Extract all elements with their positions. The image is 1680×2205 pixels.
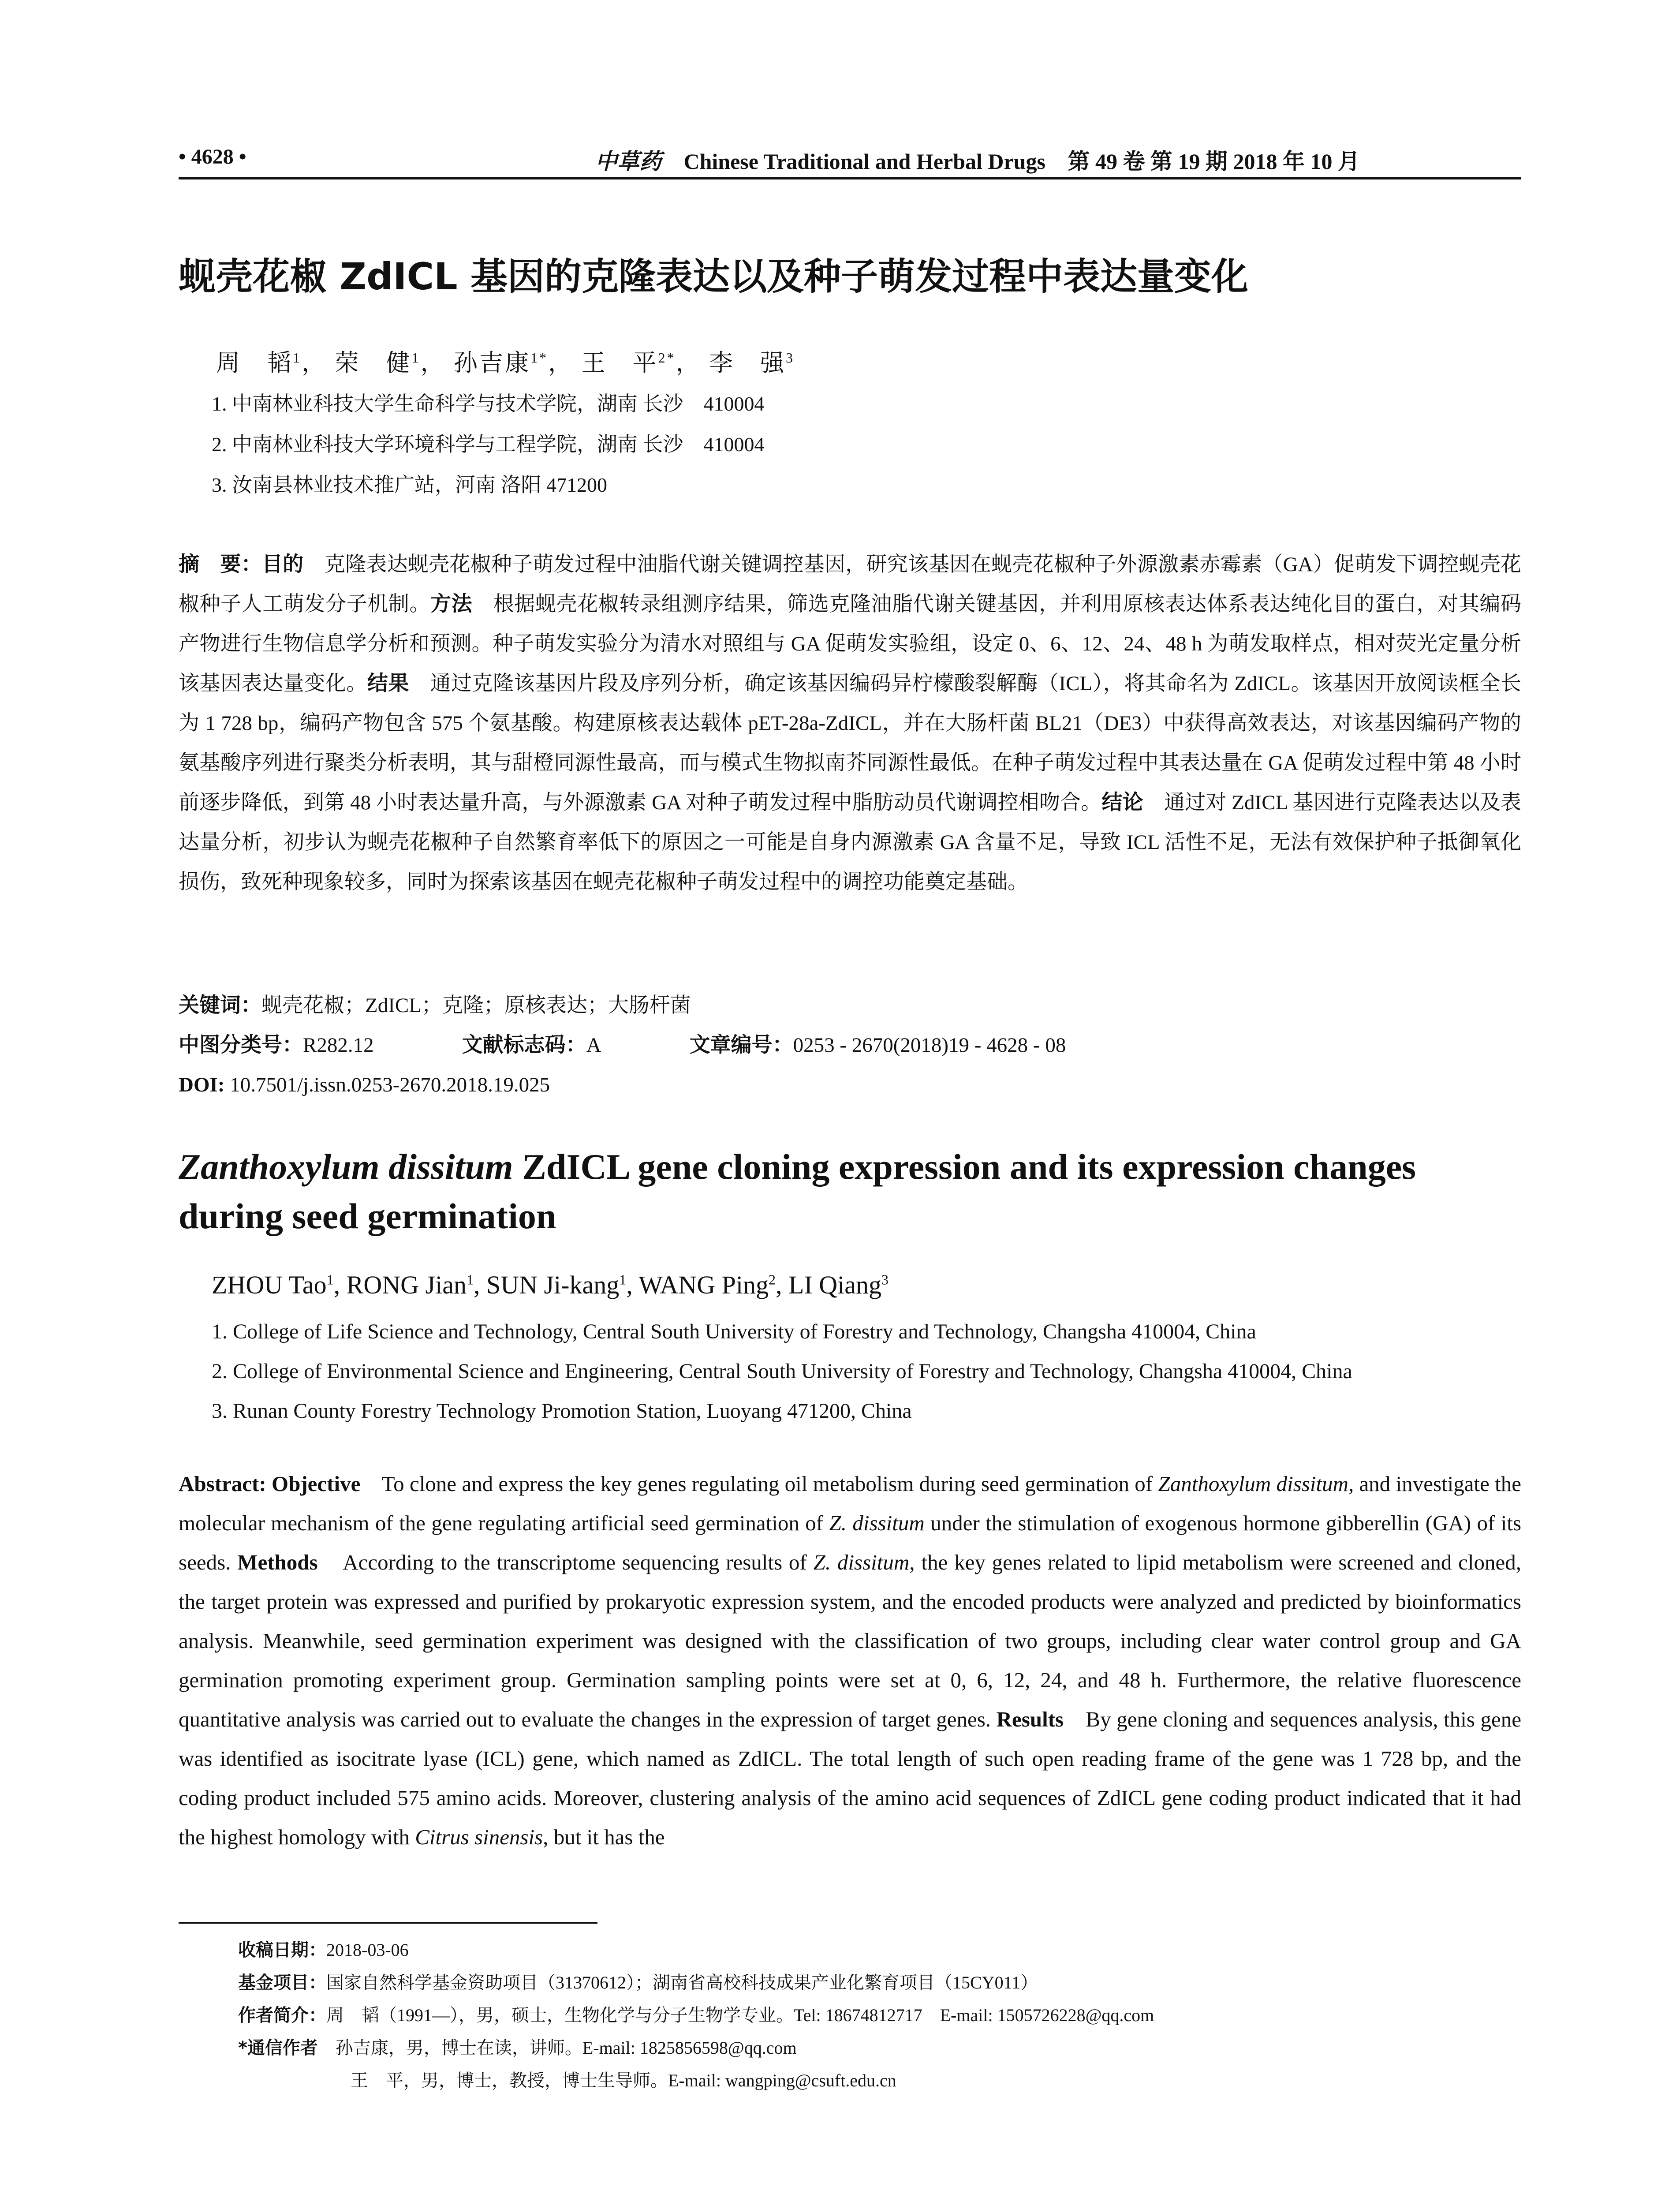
conclusion-label-cn: 结论 xyxy=(1101,790,1143,815)
author-en: ZHOU Tao$^1$ xyxy=(212,1271,334,1299)
species-name: Citrus sinensis xyxy=(415,1825,543,1849)
author-cn: 周 韬$^1$ xyxy=(216,350,302,376)
document-code: A xyxy=(586,1034,601,1057)
affiliations-en xyxy=(212,1312,1352,1431)
doi-row xyxy=(179,1065,1066,1105)
article-title-cn: 蚬壳花椒 ZdICL 基因的克隆表达以及种子萌发过程中表达量变化 xyxy=(179,255,1248,298)
corresponding-label: *通信作者 xyxy=(238,2038,318,2058)
received-date-row xyxy=(238,1934,1154,1966)
running-header xyxy=(179,140,1521,179)
objective-text-en: under the stimulation of exogenous hormone gibberellin (GA) of its seeds. xyxy=(179,1511,1522,1574)
page-number: • 4628 • xyxy=(179,145,246,168)
author-en: RONG Jian$^1$ xyxy=(346,1271,474,1299)
methods-label-en: Methods xyxy=(237,1550,318,1574)
article-metadata-cn xyxy=(179,986,1066,1105)
document-code-label: 文献标志码： xyxy=(462,1033,586,1057)
classification-row xyxy=(179,1025,1066,1065)
affiliation-cn: 3. 汝南县林业技术推广站，河南 洛阳 471200 xyxy=(212,474,607,496)
keywords-label: 关键词： xyxy=(179,993,261,1017)
methods-text-en: , the key genes related to lipid metabolism were screened and cloned, the target protein was expressed and purified by prokaryotic expression system, and the encoded products were analyzed and predicted by bioinformatics analysis. Meanwhile, seed germination experiment was designed with the classification of two groups, including clear water control group and GA germination promoting experiment group. Germination sampling points were set at 0, 6, 12, 24, and 48 h. Furthermore, the relative fluorescence quantitative analysis was carried out to evaluate the changes in the expression of target genes. xyxy=(179,1550,1522,1731)
journal-title xyxy=(595,144,1360,176)
doi-label: DOI: xyxy=(179,1073,225,1096)
results-label-en: Results xyxy=(996,1707,1064,1731)
abstract-cn xyxy=(179,545,1521,902)
objective-text-cn: 克隆表达蚬壳花椒种子萌发过程中油脂代谢关键调控基因，研究该基因在蚬壳花椒种子外源激素赤霉素（GA）促萌发下调控蚬壳花椒种子人工萌发分子机制。 xyxy=(179,553,1522,616)
fund-label: 基金项目： xyxy=(238,1973,326,1993)
methods-text-cn: 根据蚬壳花椒转录组测序结果，筛选克隆油脂代谢关键基因，并利用原核表达体系表达纯化目的蛋白，对其编码产物进行生物信息学分析和预测。种子萌发实验分为清水对照组与 GA 促萌发实验组，设定 0、6、12、24、48 h 为萌发取样点，相对荧光定量分析该基因表达量变化。 xyxy=(179,593,1522,695)
author-bio: 周 韬（1991—），男，硕士，生物化学与分子生物学专业。Tel: 18674812717 E-mail: 1505726228@qq.com xyxy=(326,2005,1154,2025)
article-number: 0253 - 2670(2018)19 - 4628 - 08 xyxy=(793,1034,1066,1057)
methods-label-cn: 方法 xyxy=(430,592,473,616)
results-text-en: By gene cloning and sequences analysis, this gene was identified as isocitrate lyase (ICL) gene, which named as ZdICL. The total length of such open reading frame of the gene was 1 728 bp, and the coding product included 575 amino acids. Moreover, clustering analysis of the amino acid sequences of ZdICL gene coding product indicated that it had the highest homology with xyxy=(179,1707,1521,1849)
objective-label-cn: 目的 xyxy=(262,552,304,576)
affiliation-en: 2. College of Environmental Science and Engineering, Central South University of Forestry and Technology, Changsha 410004, China xyxy=(212,1360,1352,1383)
article-title-en xyxy=(179,1142,1528,1241)
fund-row xyxy=(238,1966,1154,1999)
author-cn: 荣 健$^1$ xyxy=(335,350,421,376)
affiliation-cn: 2. 中南林业科技大学环境科学与工程学院，湖南 长沙 410004 xyxy=(212,433,765,456)
journal-issue: 第 49 卷 第 19 期 2018 年 10 月 xyxy=(1068,149,1360,174)
received-date: 2018-03-06 xyxy=(326,1940,409,1960)
species-name: Z. dissitum xyxy=(829,1511,925,1535)
author-cn: 王 平$^{2*}$ xyxy=(581,350,676,376)
author-list-en: ZHOU Tao$^1$, RONG Jian$^1$, SUN Ji-kang$^1$, WANG Ping$^2$, LI Qiang$^3$ xyxy=(212,1271,889,1299)
abstract-label-en: Abstract: xyxy=(179,1472,266,1496)
results-text-en: , but it has the xyxy=(543,1825,665,1849)
author-bio-label: 作者简介： xyxy=(238,2005,326,2026)
footnotes xyxy=(238,1934,1154,2097)
doi-link[interactable]: 10.7501/j.issn.0253-2670.2018.19.025 xyxy=(230,1073,550,1096)
affiliation-cn: 1. 中南林业科技大学生命科学与技术学院，湖南 长沙 410004 xyxy=(212,392,765,415)
article-number-label: 文章编号： xyxy=(689,1033,793,1057)
affiliation-en: 3. Runan County Forestry Technology Promotion Station, Luoyang 471200, China xyxy=(212,1399,912,1423)
conclusion-text-cn: 通过对 ZdICL 基因进行克隆表达以及表达量分析，初步认为蚬壳花椒种子自然繁育率低下的原因之一可能是自身内源激素 GA 含量不足，导致 ICL 活性不足，无法有效保护种子抵御氧化损伤，致死种现象较多，同时为探索该基因在蚬壳花椒种子萌发过程中的调控功能奠定基础。 xyxy=(179,791,1522,893)
abstract-label-cn: 摘 要： xyxy=(179,552,262,576)
objective-label-en: Objective xyxy=(271,1472,361,1496)
affiliations-cn xyxy=(212,384,765,505)
results-text-cn: 通过克隆该基因片段及序列分析，确定该基因编码异柠檬酸裂解酶（ICL），将其命名为 ZdICL。该基因开放阅读框全长为 1 728 bp，编码产物包含 575 个氨基酸。构建原核表达载体 pET-28a-ZdICL，并在大肠杆菌 BL21（DE3）中获得高效表达，对该基因编码产物的氨基酸序列进行聚类分析表明，其与甜橙同源性最高，而与模式生物拟南芥同源性最低。在种子萌发过程中其表达量在 GA 促萌发过程中第 48 小时前逐步降低，到第 48 小时表达量升高，与外源激素 GA 对种子萌发过程中脂肪动员代谢调控相吻合。 xyxy=(179,672,1522,814)
title-rest: ZdICL gene cloning expression and its expression changes during seed germination xyxy=(179,1147,1416,1236)
journal-name-en: Chinese Traditional and Herbal Drugs xyxy=(683,149,1045,174)
corresponding-row xyxy=(238,2032,1154,2064)
title-species-name: Zanthoxylum dissitum xyxy=(179,1147,513,1187)
received-label: 收稿日期： xyxy=(238,1940,326,1960)
clc-number: R282.12 xyxy=(303,1034,374,1057)
affiliation-en: 1. College of Life Science and Technology, Central South University of Forestry and Technology, Changsha 410004, China xyxy=(212,1320,1256,1343)
author-en: WANG Ping$^2$ xyxy=(638,1271,776,1299)
author-bio-row xyxy=(238,1999,1154,2032)
objective-text-en: To clone and express the key genes regulating oil metabolism during seed germination of xyxy=(381,1472,1153,1496)
journal-name-cn: 中草药 xyxy=(595,148,661,174)
corresponding-author: 王 平，男，博士，教授，博士生导师。E-mail: wangping@csuft.edu.cn xyxy=(351,2070,896,2090)
footnote-divider xyxy=(179,1922,597,1924)
species-name: Z. dissitum xyxy=(813,1550,910,1574)
corresponding-row-2 xyxy=(238,2064,1154,2097)
objective-text-en: , and investigate the molecular mechanism of the gene regulating artificial seed germination of xyxy=(179,1472,1522,1535)
results-label-cn: 结果 xyxy=(367,671,409,695)
abstract-en xyxy=(179,1464,1521,1857)
methods-text-en: According to the transcriptome sequencing results of xyxy=(343,1550,807,1574)
author-cn: 李 强$^3$ xyxy=(709,350,795,376)
keywords-row xyxy=(179,986,1066,1025)
author-cn: 孙吉康$^{1*}$ xyxy=(454,350,548,376)
species-name: Zanthoxylum dissitum xyxy=(1158,1472,1348,1496)
corresponding-author: 孙吉康，男，博士在读，讲师。E-mail: 1825856598@qq.com xyxy=(335,2038,797,2058)
author-en: SUN Ji-kang$^1$ xyxy=(486,1271,627,1299)
author-en: LI Qiang$^3$ xyxy=(788,1271,889,1299)
clc-label: 中图分类号： xyxy=(179,1033,303,1057)
keywords: 蚬壳花椒；ZdICL；克隆；原核表达；大肠杆菌 xyxy=(261,994,691,1017)
author-list-cn: 周 韬$^1$， 荣 健$^1$， 孙吉康$^{1*}$， 王 平$^{2*}$， 李 强$^3$ xyxy=(216,350,795,376)
fund-text: 国家自然科学基金资助项目（31370612）；湖南省高校科技成果产业化繁育项目（15CY011） xyxy=(326,1973,1038,1992)
